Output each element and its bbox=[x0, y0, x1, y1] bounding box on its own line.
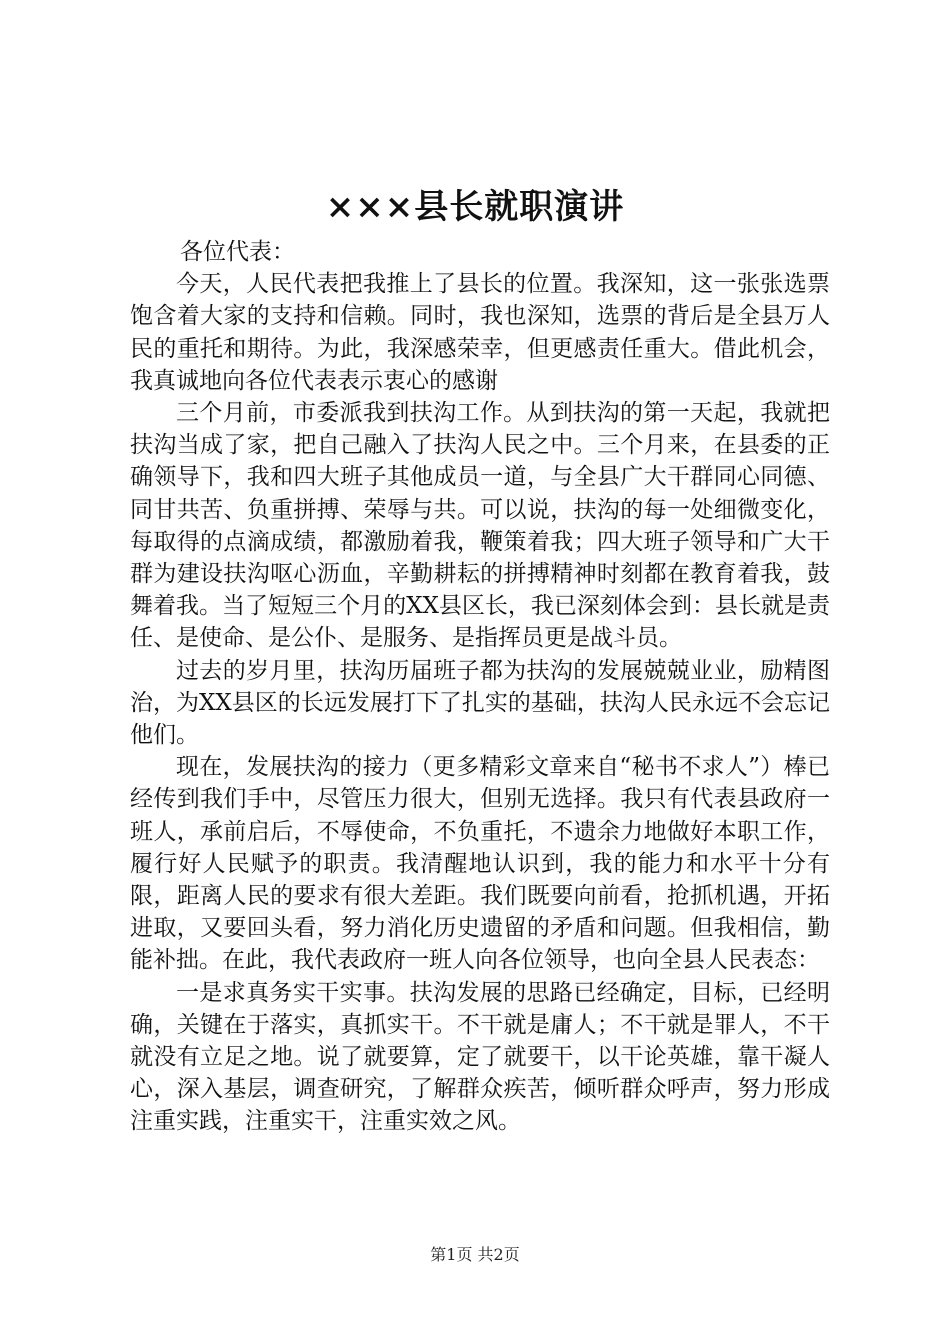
paragraph-1: 今天，人民代表把我推上了县长的位置。我深知，这一张张选票饱含着大家的支持和信赖。同时，我也深知，选票的背后是全县万人民的重托和期待。为此，我深感荣幸，但更感责任重大。借此机会，我真诚地向各位代表表示衷心的感谢 bbox=[130, 271, 830, 394]
page-number-footer: 第1页 共2页 bbox=[430, 1245, 520, 1264]
greeting: 各位代表： bbox=[180, 239, 295, 265]
paragraph-5: 一是求真务实干实事。扶沟发展的思路已经确定，目标，已经明确，关键在于落实，真抓实干。不干就是庸人；不干就是罪人，不干就没有立足之地。说了就要算，定了就要干，以干论英雄，靠干凝人心，深入基层，调查研究，了解群众疾苦，倾听群众呼声，努力形成注重实践，注重实干，注重实效之风。 bbox=[130, 979, 830, 1135]
paragraph-4: 现在，发展扶沟的接力（更多精彩文章来自“秘书不求人”）棒已经传到我们手中，尽管压力很大，但别无选择。我只有代表县政府一班人，承前启后，不辱使命，不负重托，不遗余力地做好本职工作，履行好人民赋予的职责。我清醒地认识到，我的能力和水平十分有限，距离人民的要求有很大差距。我们既要向前看，抢抓机遇，开拓进取，又要回头看，努力消化历史遗留的矛盾和问题。但我相信，勤能补拙。在此，我代表政府一班人向各位领导，也向全县人民表态： bbox=[130, 754, 830, 974]
document-title: ×××县长就职演讲 bbox=[325, 187, 625, 227]
document-body bbox=[130, 236, 830, 1138]
paragraph-2: 三个月前，市委派我到扶沟工作。从到扶沟的第一天起，我就把扶沟当成了家，把自己融入了扶沟人民之中。三个月来，在县委的正确领导下，我和四大班子其他成员一道，与全县广大干群同心同德、同甘共苦、负重拼搏、荣辱与共。可以说，扶沟的每一处细微变化，每取得的点滴成绩，都激励着我，鞭策着我；四大班子领导和广大干群为建设扶沟呕心沥血，辛勤耕耘的拼搏精神时刻都在教育着我，鼓舞着我。当了短短三个月的XX县区长，我已深刻体会到：县长就是责任、是使命、是公仆、是服务、是指挥员更是战斗员。 bbox=[130, 400, 830, 652]
paragraph-3: 过去的岁月里，扶沟历届班子都为扶沟的发展兢兢业业，励精图治，为XX县区的长远发展打下了扎实的基础，扶沟人民永远不会忘记他们。 bbox=[130, 657, 830, 749]
